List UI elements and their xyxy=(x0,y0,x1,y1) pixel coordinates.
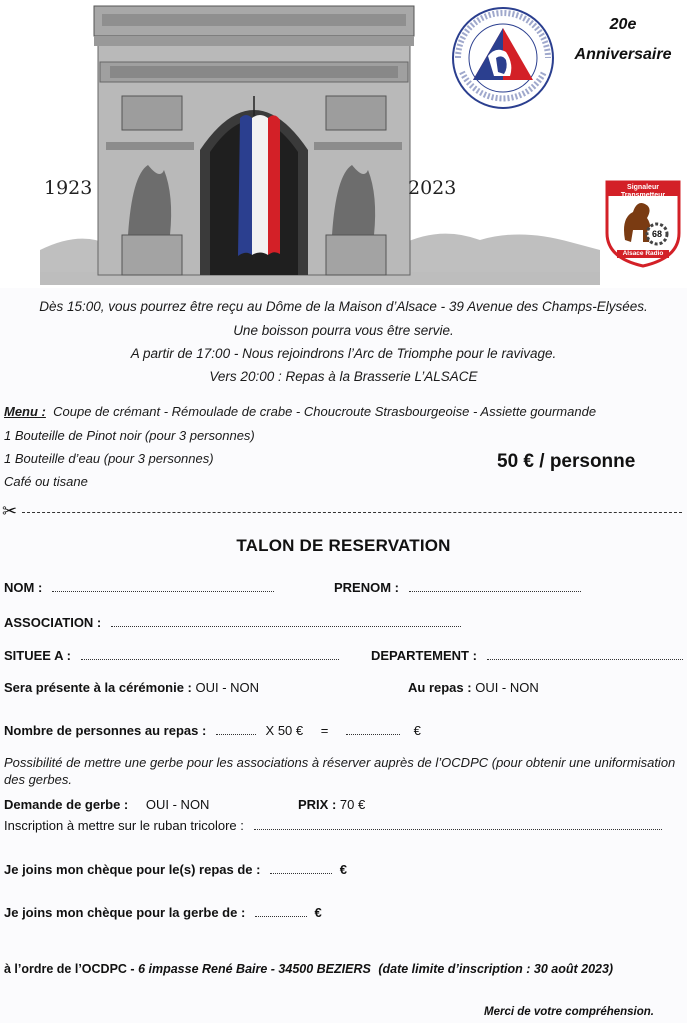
inscription-label: Inscription à mettre sur le ruban tricolore : xyxy=(4,818,244,833)
thanks-text: Merci de votre compréhension. xyxy=(484,1006,654,1018)
signaleur-top-text: Signaleur Transmetteur xyxy=(620,184,666,199)
scissors-icon: ✂ xyxy=(2,501,18,521)
ordre-prefix: à l’ordre de l’OCDPC - xyxy=(4,962,135,976)
prenom-label: PRENOM : xyxy=(334,580,399,595)
association-row xyxy=(4,615,461,630)
prix-label: PRIX : xyxy=(298,797,337,812)
prenom-field[interactable] xyxy=(409,581,581,592)
signaleur-number: 68 xyxy=(651,229,662,239)
nombre-total-field[interactable] xyxy=(346,724,400,735)
repas-options[interactable]: OUI - NON xyxy=(475,680,539,695)
menu-label: Menu : xyxy=(4,404,46,419)
inscription-row xyxy=(4,818,662,833)
prenom-row xyxy=(334,580,581,595)
inscription-field[interactable] xyxy=(254,819,662,830)
situee-field[interactable] xyxy=(81,649,339,660)
ceremonie-label: Sera présente à la cérémonie : xyxy=(4,680,192,695)
ordre-deadline: (date limite d’inscription : 30 août 2023) xyxy=(378,962,614,976)
form-title: TALON DE RESERVATION xyxy=(236,536,451,555)
repas-row xyxy=(408,680,539,695)
nom-field[interactable] xyxy=(52,581,274,592)
gerbe-paragraph: Possibilité de mettre une gerbe pour les associations à réserver auprès de l’OCDPC (pour obtenir une uniformisation des gerbes. xyxy=(4,755,676,787)
intro-line1: Dès 15:00, vous pourrez être reçu au Dôme de la Maison d’Alsace - 39 Avenue des Champs-Elysées. xyxy=(39,299,648,314)
situee-label: SITUEE A : xyxy=(4,648,71,663)
menu-items: Coupe de crémant - Rémoulade de crabe - Choucroute Strasbourgeoise - Assiette gourmande xyxy=(53,404,597,419)
anniversary-line1: 20e xyxy=(609,16,637,33)
intro-line3: A partir de 17:00 - Nous rejoindrons l’Arc de Triomphe pour le ravivage. xyxy=(130,346,557,361)
departement-field[interactable] xyxy=(487,649,683,660)
association-label: ASSOCIATION : xyxy=(4,615,102,630)
year-left: 1923 xyxy=(44,177,93,199)
ocdpc-logo xyxy=(448,6,558,110)
nom-label: NOM : xyxy=(4,580,43,595)
cut-line-divider xyxy=(22,512,682,513)
cheque-repas-euro: € xyxy=(339,862,347,877)
menu-price: 50 € / personne xyxy=(497,451,636,472)
gerbe-row xyxy=(4,797,209,812)
nombre-mult: X 50 € xyxy=(265,723,304,738)
menu-line1 xyxy=(4,404,596,419)
association-field[interactable] xyxy=(111,616,461,627)
cheque-gerbe-label: Je joins mon chèque pour la gerbe de : xyxy=(4,905,246,920)
nombre-euro: € xyxy=(413,723,421,738)
year-right: 2023 xyxy=(408,177,457,199)
situee-row xyxy=(4,648,339,663)
nombre-personnes-field[interactable] xyxy=(216,724,256,735)
ordre-row xyxy=(4,962,613,976)
departement-label: DEPARTEMENT : xyxy=(371,648,477,663)
nombre-row xyxy=(4,723,421,738)
cheque-repas-field[interactable] xyxy=(270,863,332,874)
intro-line4: Vers 20:00 : Repas à la Brasserie L’ALSACE xyxy=(209,369,478,384)
gerbe-options[interactable]: OUI - NON xyxy=(145,797,210,812)
intro-line2: Une boisson pourra vous être servie. xyxy=(233,323,454,338)
ceremonie-options[interactable]: OUI - NON xyxy=(195,680,260,695)
repas-label: Au repas : xyxy=(408,680,472,695)
nombre-label: Nombre de personnes au repas : xyxy=(4,723,207,738)
signaleur-bottom-text: Alsace Radio xyxy=(622,250,664,257)
cheque-gerbe-row xyxy=(4,905,322,920)
departement-row xyxy=(371,648,683,663)
cheque-repas-label: Je joins mon chèque pour le(s) repas de : xyxy=(4,862,261,877)
menu-line4: Café ou tisane xyxy=(4,474,88,489)
gerbe-label: Demande de gerbe : xyxy=(4,797,129,812)
ordre-address: 6 impasse René Baire - 34500 BEZIERS xyxy=(138,962,371,976)
anniversary-line2: Anniversaire xyxy=(574,46,672,63)
cheque-gerbe-euro: € xyxy=(314,905,322,920)
ceremonie-row xyxy=(4,680,259,695)
menu-line2: 1 Bouteille de Pinot noir (pour 3 personnes) xyxy=(4,428,255,443)
nombre-equals: = xyxy=(320,723,329,738)
prix-row xyxy=(298,797,365,812)
cheque-gerbe-field[interactable] xyxy=(255,906,307,917)
cheque-repas-row xyxy=(4,862,347,877)
nom-row xyxy=(4,580,274,595)
prix-value: 70 € xyxy=(339,797,366,812)
menu-line3: 1 Bouteille d’eau (pour 3 personnes) xyxy=(4,451,214,466)
